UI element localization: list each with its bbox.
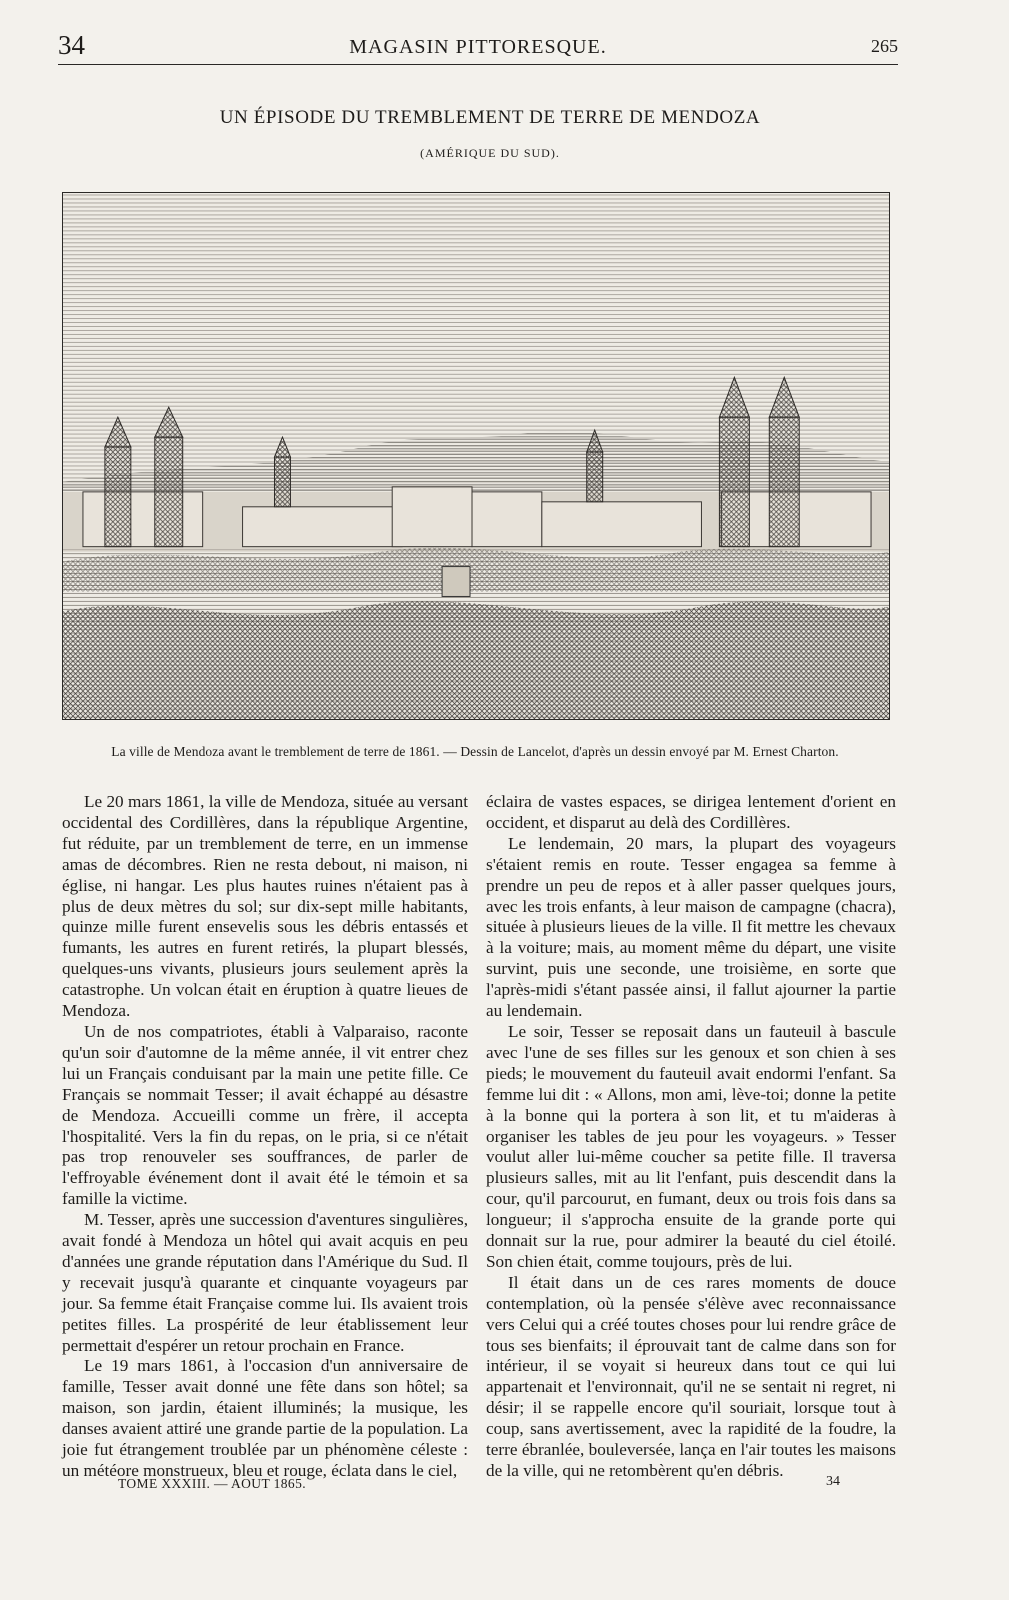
paragraph: Le soir, Tesser se reposait dans un fauteuil à bascule avec l'une de ses filles sur les genoux et son chien à ses pieds; le mouvement du fauteuil avait endormi l'enfant. Sa femme lui dit : « Allons, mon ami, lève-toi; donne la petite à la bonne qui la portera à son lit, et tu m'aideras à organiser les tables de jeu pour les voyageurs. » Tesser voulut aller lui-même coucher sa petite fille. Il traversa plusieurs salles, mit au lit l'enfant, puis descendit dans la cour, qu'il parcourut, en fumant, deux ou trois fois dans sa longueur; il s'approcha ensuite de la grande porte qui donnait sur la rue, pour admirer la beauté du ciel étoilé. Son chien était, comme toujours, près de lui. (486, 1021, 896, 1271)
paragraph: Il était dans un de ces rares moments de douce contemplation, où la pensée s'élève avec reconnaissance vers Celui qui a créé toutes choses pour lui rendre grâce de tous ses bienfaits; il éprouvait tant de calme dans son for intérieur, il se voyait si heureux dans tout ce qui lui appartenait et l'environnait, qu'il ne se sentait ni regret, ni désir; il se rappelle encore qu'il souriait, lorsque tout à coup, sans avertissement, avec la rapidité de la foudre, la terre ébranlée, bouleversée, lança en l'air toutes les maisons de la ville, qui ne retombèrent qu'en débris. (486, 1272, 896, 1480)
article-title: UN ÉPISODE DU TREMBLEMENT DE TERRE DE MENDOZA (219, 107, 761, 128)
page-number: 265 (871, 36, 898, 56)
paragraph: M. Tesser, après une succession d'aventures singulières, avait fondé à Mendoza un hôtel qui avait acquis en peu d'années une grande réputation dans l'Amérique du Sud. Il y recevait jusqu'à quarante et cinquante voyageurs par jour. Sa femme était Française comme lui. Ils avaient trois petites filles. La prospérité de leur établissement leur permettait d'espérer un retour prochain en France. (62, 1210, 468, 1355)
engraving-drawing (63, 193, 889, 719)
paragraph: Le 20 mars 1861, la ville de Mendoza, située au versant occidental des Cordillères, dans la république Argentine, fut réduite, par un tremblement de terre, en un immense amas de décombres. Rien ne resta debout, ni maison, ni église, ni hangar. Les plus hautes ruines n'étaient pas à plus de deux mètres du sol; sur dix-sept mille habitants, quinze mille furent ensevelis sous les débris entassés et fumants, les autres en furent retirés, la plupart blessés, quelques-uns vivants, plusieurs jours seulement après la catastrophe. Un volcan était en éruption à quatre lieues de Mendoza. (62, 792, 468, 1021)
volume-date: TOME XXXIII. — AOUT 1865. (118, 1476, 306, 1491)
foreground-foliage (63, 601, 889, 719)
paragraph: Un de nos compatriotes, établi à Valparaiso, raconte qu'un soir d'automne de la même année, il vit entrer chez lui un Français conduisant par la main une petite fille. Ce Français se nommait Tesser; il avait échappé au désastre de Mendoza. Accueilli comme un frère, il accepta l'hospitalité. Vers la fin du repas, on le pria, si ce n'était pas trop renouveler ses souffrances, de parler de l'effroyable événement dont il avait été le témoin et sa famille la victime. (62, 1021, 468, 1209)
article-subtitle: (AMÉRIQUE DU SUD). (420, 146, 560, 160)
page-header (58, 30, 898, 65)
fountain (442, 567, 470, 597)
text-column-left (62, 792, 468, 1482)
magazine-title: MAGASIN PITTORESQUE. (349, 36, 607, 58)
issue-number: 34 (58, 30, 85, 60)
mendoza-engraving (62, 192, 890, 720)
paragraph: éclaira de vastes espaces, se dirigea lentement d'orient en occident, et disparut au delà des Cordillères. (486, 792, 896, 832)
paragraph: Le 19 mars 1861, à l'occasion d'un anniversaire de famille, Tesser avait donné une fête dans son hôtel; sa maison, son jardin, étaient illuminés; la musique, les danses avaient attiré une grande partie de la population. La joie fut étrangement troublée par un phénomène céleste : un météore monstrueux, bleu et rouge, éclata dans le ciel, (62, 1356, 468, 1480)
signature-mark: 34 (826, 1474, 840, 1489)
paragraph: Le lendemain, 20 mars, la plupart des voyageurs s'étaient remis en route. Tesser engagea sa femme à prendre un peu de repos et à aller passer quelques jours, avec les trois enfants, à leur maison de campagne (chacra), située à plusieurs lieues de la ville. Il fit mettre les chevaux à la voiture; mais, au moment même du départ, une visite survint, puis une seconde, une troisième, en sorte que l'après-midi s'étant passée ainsi, il fallut ajourner la partie au lendemain. (486, 833, 896, 1021)
figure-caption: La ville de Mendoza avant le tremblement de terre de 1861. — Dessin de Lancelot, d'après un dessin envoyé par M. Ernest Charton. (111, 744, 839, 759)
buildings (83, 487, 871, 547)
text-column-right (486, 792, 896, 1482)
